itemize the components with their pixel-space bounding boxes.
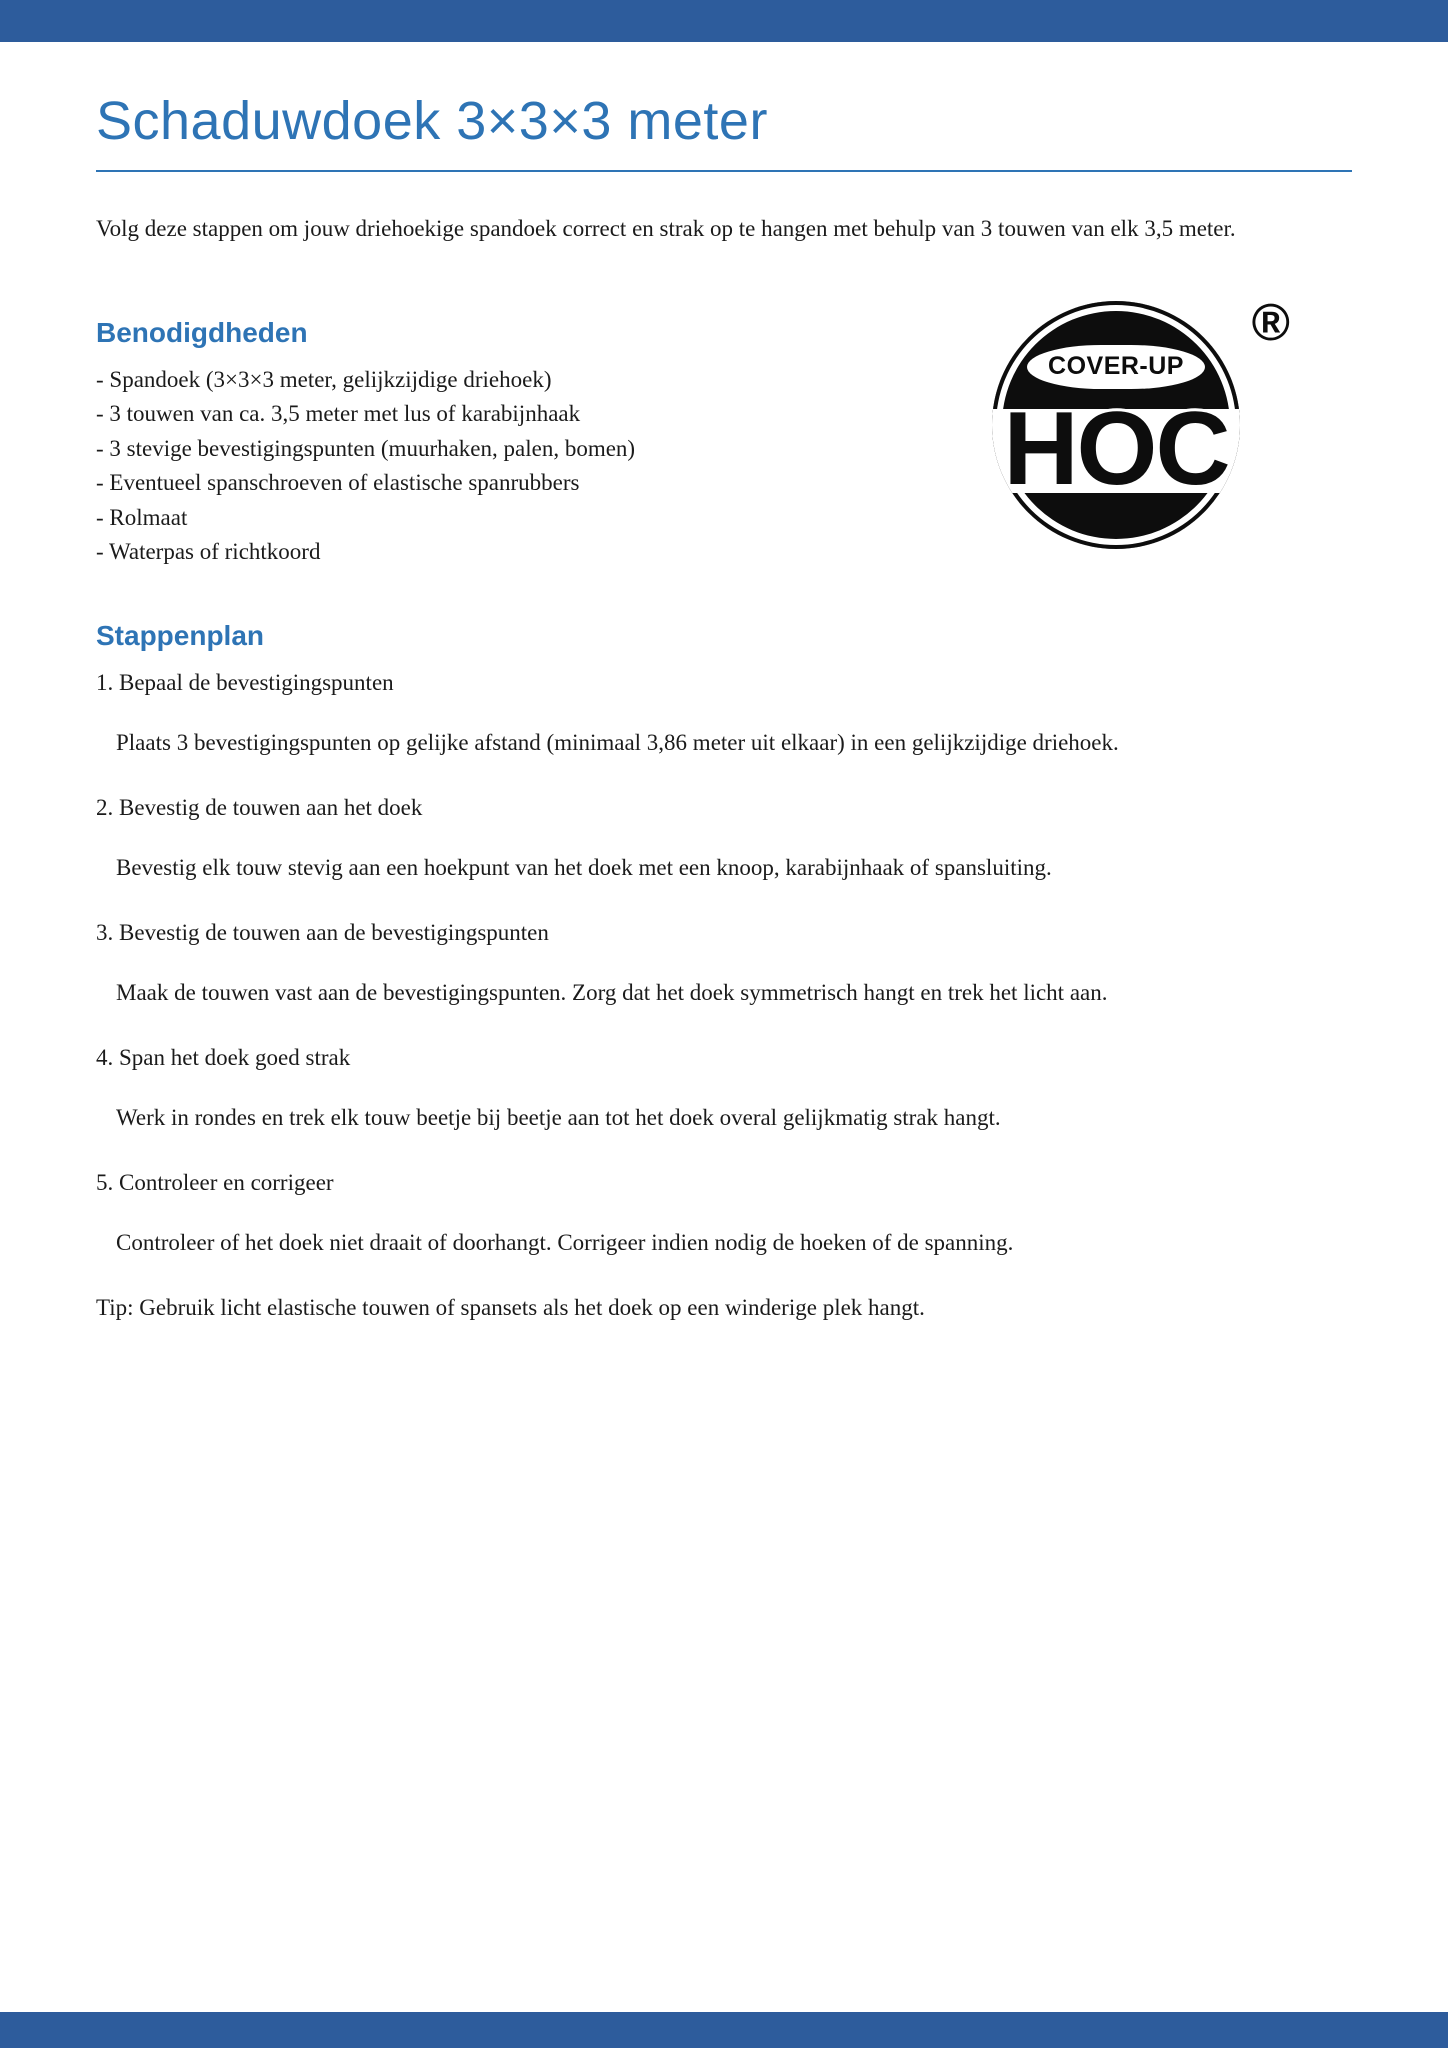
document-page [0, 42, 1448, 1325]
steps-list [96, 666, 1352, 1261]
needs-list [96, 363, 992, 570]
list-item: - Spandoek (3×3×3 meter, gelijkzijdige driehoek) [96, 366, 552, 392]
step-description: Werk in rondes en trek elk touw beetje bij beetje aan tot het doek overal gelijkmatig strak hangt. [116, 1105, 1001, 1130]
step-5 [96, 1166, 1352, 1261]
step-title: 5. Controleer en corrigeer [96, 1169, 334, 1195]
title-divider [96, 170, 1352, 172]
logo-hoc-text: HOC [1003, 390, 1229, 507]
tip-paragraph: Tip: Gebruik licht elastische touwen of spansets als het doek op een winderige plek hangt. [96, 1294, 925, 1320]
top-decorative-bar [0, 0, 1448, 42]
benodigdheden-list-column [96, 317, 992, 570]
step-2 [96, 791, 1352, 886]
benodigdheden-heading: Benodigdheden [96, 316, 308, 348]
step-title: 1. Bepaal de bevestigingspunten [96, 669, 394, 695]
step-1 [96, 666, 1352, 761]
step-title: 2. Bevestig de touwen aan het doek [96, 794, 423, 820]
step-title: 4. Span het doek goed strak [96, 1044, 351, 1070]
list-item: - Waterpas of richtkoord [96, 539, 321, 564]
registered-trademark-icon: ® [1251, 293, 1290, 352]
intro-paragraph: Volg deze stappen om jouw driehoekige spandoek correct en strak op te hangen met behulp van 3 touwen van elk 3,5 meter. [96, 216, 1236, 241]
step-4 [96, 1041, 1352, 1136]
stappenplan-heading: Stappenplan [96, 619, 265, 651]
logo-coverup-text: COVER-UP [1048, 352, 1184, 380]
list-item: - 3 touwen van ca. 3,5 meter met lus of karabijnhaak [96, 401, 581, 426]
step-description: Plaats 3 bevestigingspunten op gelijke afstand (minimaal 3,86 meter uit elkaar) in een gelijkzijdige driehoek. [116, 730, 1119, 755]
step-description: Controleer of het doek niet draait of doorhangt. Corrigeer indien nodig de hoeken of de spanning. [116, 1230, 1014, 1255]
list-item: - Rolmaat [96, 504, 188, 530]
list-item: - Eventueel spanschroeven of elastische spanrubbers [96, 470, 580, 495]
step-description: Maak de touwen vast aan de bevestigingspunten. Zorg dat het doek symmetrisch hangt en trek het licht aan. [116, 980, 1108, 1005]
step-3 [96, 916, 1352, 1011]
logo-circle [992, 301, 1240, 549]
bottom-decorative-bar [0, 2012, 1448, 2048]
logo-coverup-band [1027, 345, 1205, 389]
step-description: Bevestig elk touw stevig aan een hoekpunt van het doek met een knoop, karabijnhaak of spansluiting. [116, 855, 1052, 880]
list-item: - 3 stevige bevestigingspunten (muurhaken, palen, bomen) [96, 435, 636, 461]
step-title: 3. Bevestig de touwen aan de bevestigingspunten [96, 919, 549, 945]
cover-up-hoc-logo [992, 293, 1312, 549]
benodigdheden-section [96, 293, 1352, 570]
page-title: Schaduwdoek 3×3×3 meter [96, 91, 768, 151]
